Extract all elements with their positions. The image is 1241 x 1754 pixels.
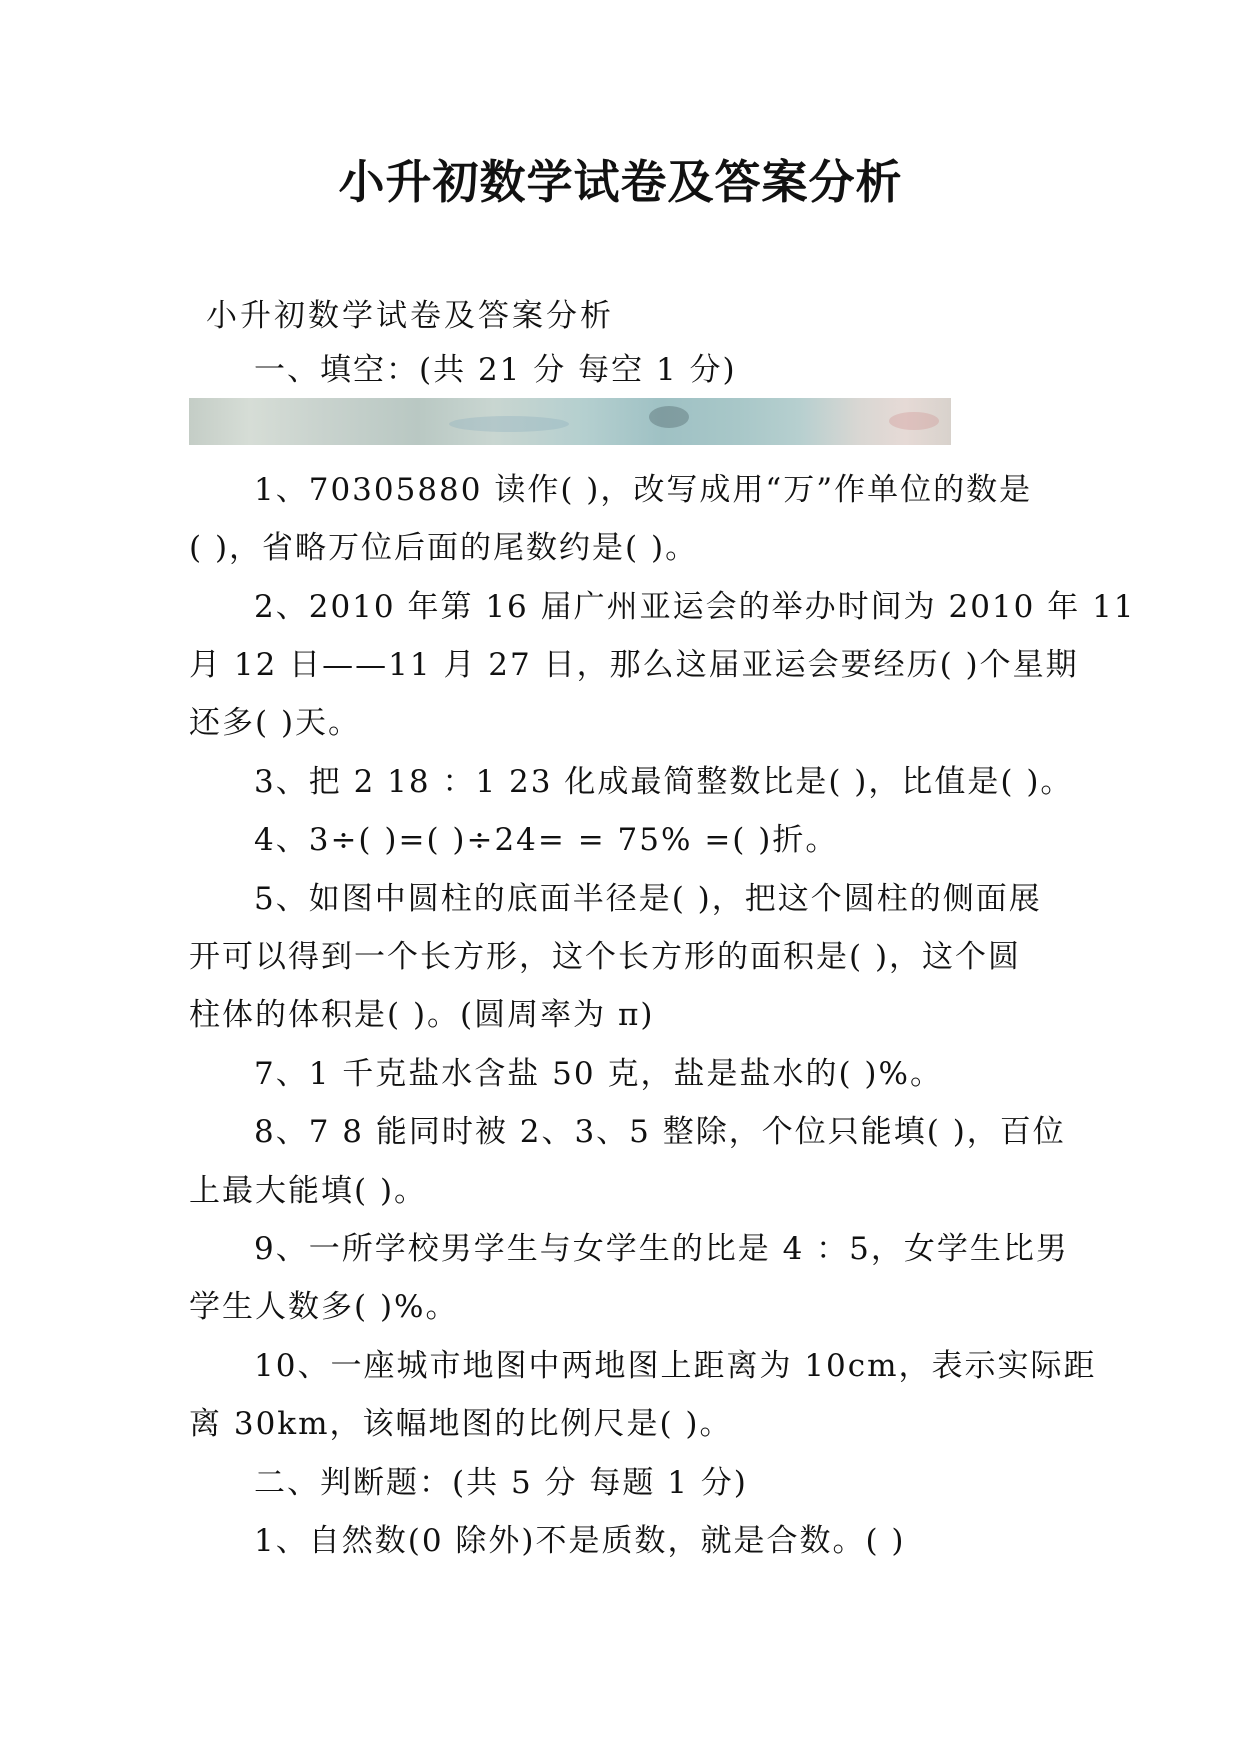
question-line: 1、70305880 读作( )，改写成用“万”作单位的数是 — [254, 472, 1033, 508]
question-line: 2、2010 年第 16 届广州亚运会的举办时间为 2010 年 11 — [254, 589, 1136, 625]
question-line: 7、1 千克盐水含盐 50 克，盐是盐水的( )%。 — [254, 1056, 943, 1092]
section-heading-fill-blank: 一、填空：(共 21 分 每空 1 分) — [254, 352, 737, 388]
question-line: 学生人数多( )%。 — [189, 1289, 459, 1325]
question-line: 柱体的体积是( )。(圆周率为 π) — [189, 997, 655, 1033]
document-title: 小升初数学试卷及答案分析 — [338, 155, 903, 209]
question-line: 9、一所学校男学生与女学生的比是 4 ：5，女学生比男 — [254, 1231, 1069, 1267]
cropped-photo-image — [189, 398, 951, 445]
question-line: ( )，省略万位后面的尾数约是( )。 — [189, 530, 699, 566]
question-line: 开可以得到一个长方形，这个长方形的面积是( )，这个圆 — [189, 939, 1022, 975]
question-line: 4、3÷( )=( )÷24= = 75% =( )折。 — [254, 822, 839, 858]
question-line: 1、自然数(0 除外)不是质数，就是合数。( ) — [254, 1523, 906, 1559]
question-line: 还多( )天。 — [189, 705, 362, 741]
question-line: 8、7 8 能同时被 2、3、5 整除，个位只能填( )，百位 — [254, 1114, 1066, 1150]
section-heading-judgement: 二、判断题：(共 5 分 每题 1 分) — [254, 1465, 748, 1501]
photo-smudge — [649, 406, 689, 428]
photo-smudge — [889, 412, 939, 430]
document-subtitle: 小升初数学试卷及答案分析 — [206, 298, 614, 334]
question-line: 离 30km，该幅地图的比例尺是( )。 — [189, 1406, 733, 1442]
question-line: 上最大能填( )。 — [189, 1173, 428, 1209]
question-line: 月 12 日——11 月 27 日，那么这届亚运会要经历( )个星期 — [189, 647, 1079, 683]
photo-smudge — [449, 416, 569, 432]
question-line: 10、一座城市地图中两地图上距离为 10cm，表示实际距 — [254, 1348, 1097, 1384]
question-line: 5、如图中圆柱的底面半径是( )，把这个圆柱的侧面展 — [254, 881, 1042, 917]
question-line: 3、把 2 18 ：1 23 化成最简整数比是( )，比值是( )。 — [254, 764, 1074, 800]
